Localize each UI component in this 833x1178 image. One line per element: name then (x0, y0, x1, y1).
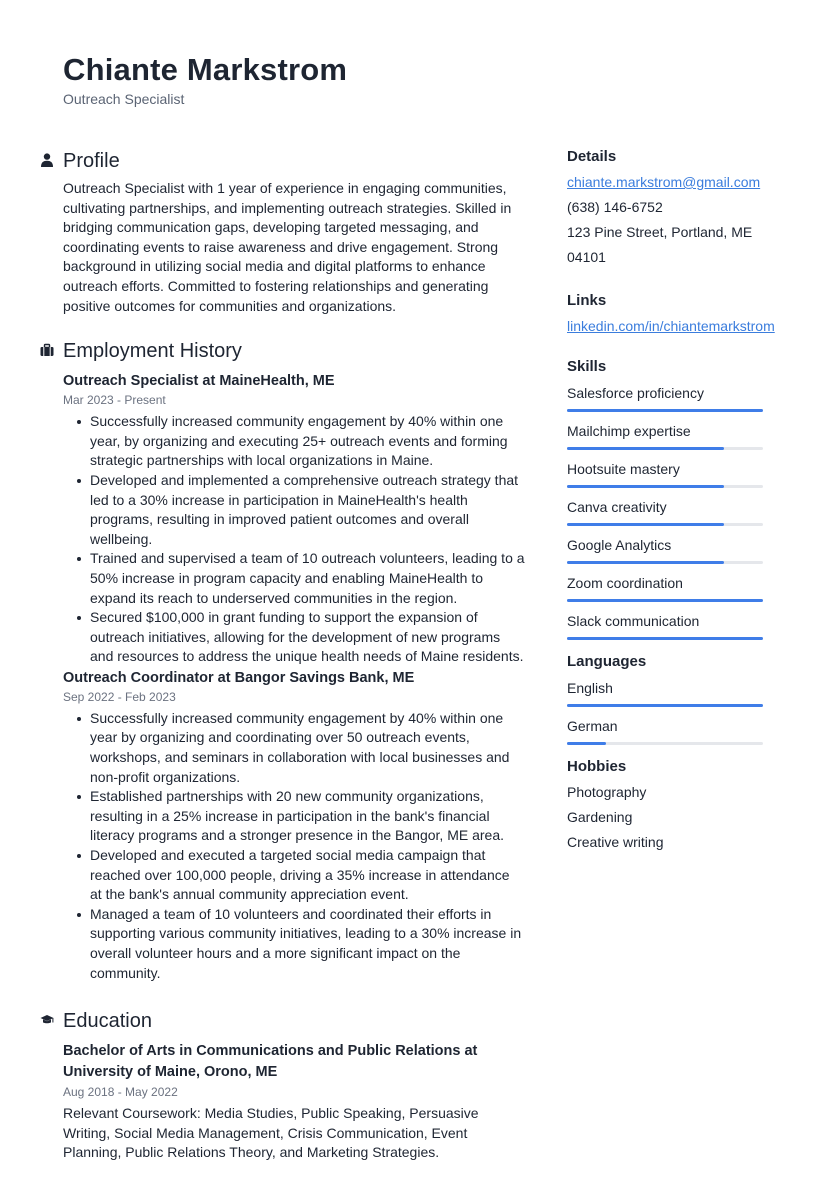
skill-item (567, 536, 792, 574)
languages-list (567, 679, 792, 755)
job-bullets (63, 709, 525, 983)
job-entry (40, 371, 523, 667)
degree-title: Bachelor of Arts in Communications and Public Relations at University of Maine, Orono, ME (63, 1043, 478, 1081)
phone-number: (638) 146-6752 (567, 199, 663, 215)
linkedin-text[interactable]: linkedin.com/in/chiantemarkstrom (567, 318, 775, 334)
skill-label: Canva creativity (567, 499, 667, 515)
language-item (567, 717, 792, 755)
hobby-item: Creative writing (567, 834, 664, 850)
skill-level-fill (567, 485, 724, 488)
linkedin-link[interactable] (567, 314, 792, 339)
language-level-bar (567, 704, 763, 707)
candidate-title: Outreach Specialist (63, 91, 185, 107)
job-title: Outreach Coordinator at Bangor Savings Bank, ME (63, 669, 415, 686)
side-column (567, 147, 792, 855)
skill-level-bar (567, 599, 763, 602)
job-bullet: Managed a team of 10 volunteers and coordinated their efforts in supporting various community initiatives, leading to a 30% increase in overall volunteer hours and a more significant impact on the community. (90, 905, 525, 983)
skill-level-fill (567, 447, 724, 450)
skill-level-fill (567, 523, 724, 526)
skill-level-bar (567, 561, 763, 564)
education-entry (40, 1041, 523, 1163)
skill-label: Zoom coordination (567, 575, 683, 591)
education-dates: Aug 2018 - May 2022 (63, 1085, 178, 1100)
language-label: German (567, 718, 618, 734)
employment-title: Employment History (63, 340, 242, 363)
language-item (567, 679, 792, 717)
skill-level-bar (567, 409, 763, 412)
skills-title: Skills (567, 358, 607, 375)
skill-level-fill (567, 561, 724, 564)
job-bullet: Trained and supervised a team of 10 outreach volunteers, leading to a 50% increase in program capacity and enabling MaineHealth to expand its reach to underserved communities in the region. (90, 549, 525, 608)
skill-label: Google Analytics (567, 537, 672, 553)
hobbies-title: Hobbies (567, 758, 627, 775)
job-bullet: Developed and executed a targeted social media campaign that reached over 100,000 people, driving a 35% increase in attendance at the bank's annual community appreciation event. (90, 846, 525, 905)
details-section (567, 147, 792, 270)
job-dates: Mar 2023 - Present (63, 393, 166, 408)
skill-label: Mailchimp expertise (567, 423, 691, 439)
skill-label: Slack communication (567, 613, 700, 629)
language-level-bar (567, 742, 763, 745)
skill-level-bar (567, 637, 763, 640)
employment-section (40, 337, 523, 983)
education-description: Relevant Coursework: Media Studies, Public Speaking, Persuasive Writing, Social Media Management, Crisis Communication, Event Planning, Public Relations Theory, and Marketing Strategies. (63, 1105, 479, 1161)
languages-section (567, 652, 792, 755)
education-title: Education (63, 1010, 152, 1033)
job-dates: Sep 2022 - Feb 2023 (63, 689, 176, 704)
job-bullet: Successfully increased community engagement by 40% within one year by organizing and coordinating over 50 outreach events, workshops, and seminars in collaboration with local businesses and non-profit organizations. (90, 709, 525, 787)
hobby-item: Gardening (567, 809, 633, 825)
education-section (40, 1007, 523, 1163)
candidate-name: Chiante Markstrom (63, 52, 348, 87)
language-level-fill (567, 704, 763, 707)
skill-level-fill (567, 599, 763, 602)
hobbies-section (567, 757, 792, 855)
person-icon (40, 153, 54, 167)
profile-summary: Outreach Specialist with 1 year of experience in engaging communities, cultivating partnerships, and implementing outreach strategies. Skilled in bridging communication gaps, developing targeted messaging, and coordinating events to raise awareness and drive engagement. Strong background in utilizing social media and digital platforms to enhance outreach efforts. Committed to fostering relationships and generating positive outcomes for communities and organizations. (63, 180, 512, 314)
skill-item (567, 384, 792, 422)
skill-item (567, 422, 792, 460)
skills-list (567, 384, 792, 650)
language-label: English (567, 680, 613, 696)
job-entry (40, 668, 523, 983)
job-title: Outreach Specialist at MaineHealth, ME (63, 373, 335, 390)
profile-section (40, 147, 523, 316)
skill-level-bar (567, 523, 763, 526)
skill-level-fill (567, 637, 763, 640)
briefcase-icon (40, 343, 54, 357)
job-bullet: Secured $100,000 in grant funding to support the expansion of outreach initiatives, allowing for the development of new programs and resources to address the unique health needs of Maine residents. (90, 608, 525, 667)
links-title: Links (567, 292, 607, 309)
email-text[interactable]: chiante.markstrom@gmail.com (567, 174, 761, 190)
links-section (567, 291, 792, 339)
skill-label: Hootsuite mastery (567, 461, 680, 477)
graduation-cap-icon (40, 1013, 54, 1027)
resume-header (63, 50, 347, 108)
skill-item (567, 612, 792, 650)
skill-item (567, 498, 792, 536)
language-level-fill (567, 742, 606, 745)
skill-label: Salesforce proficiency (567, 385, 704, 401)
skill-level-bar (567, 485, 763, 488)
profile-title: Profile (63, 150, 120, 172)
skill-level-fill (567, 409, 763, 412)
details-title: Details (567, 148, 617, 165)
skill-item (567, 460, 792, 498)
skills-section (567, 357, 792, 650)
profile-heading (63, 147, 523, 175)
employment-heading (63, 337, 523, 365)
job-bullets (63, 412, 525, 667)
job-bullet: Successfully increased community engagement by 40% within one year, by organizing and executing 25+ outreach events and forming strategic partnerships with local organizations in Maine. (90, 412, 525, 471)
job-bullet: Developed and implemented a comprehensive outreach strategy that led to a 30% increase in participation in MaineHealth's health programs, resulting in improved patient outcomes and overall wellbeing. (90, 471, 525, 549)
job-bullet: Established partnerships with 20 new community organizations, resulting in a 25% increase in participation in the bank's financial literacy programs and a stronger presence in the Bangor, ME area. (90, 787, 525, 846)
email-link[interactable] (567, 170, 792, 195)
languages-title: Languages (567, 653, 647, 670)
education-heading (63, 1007, 523, 1035)
address: 123 Pine Street, Portland, ME 04101 (567, 224, 753, 265)
skill-item (567, 574, 792, 612)
main-column (40, 147, 523, 1163)
hobby-item: Photography (567, 784, 647, 800)
skill-level-bar (567, 447, 763, 450)
